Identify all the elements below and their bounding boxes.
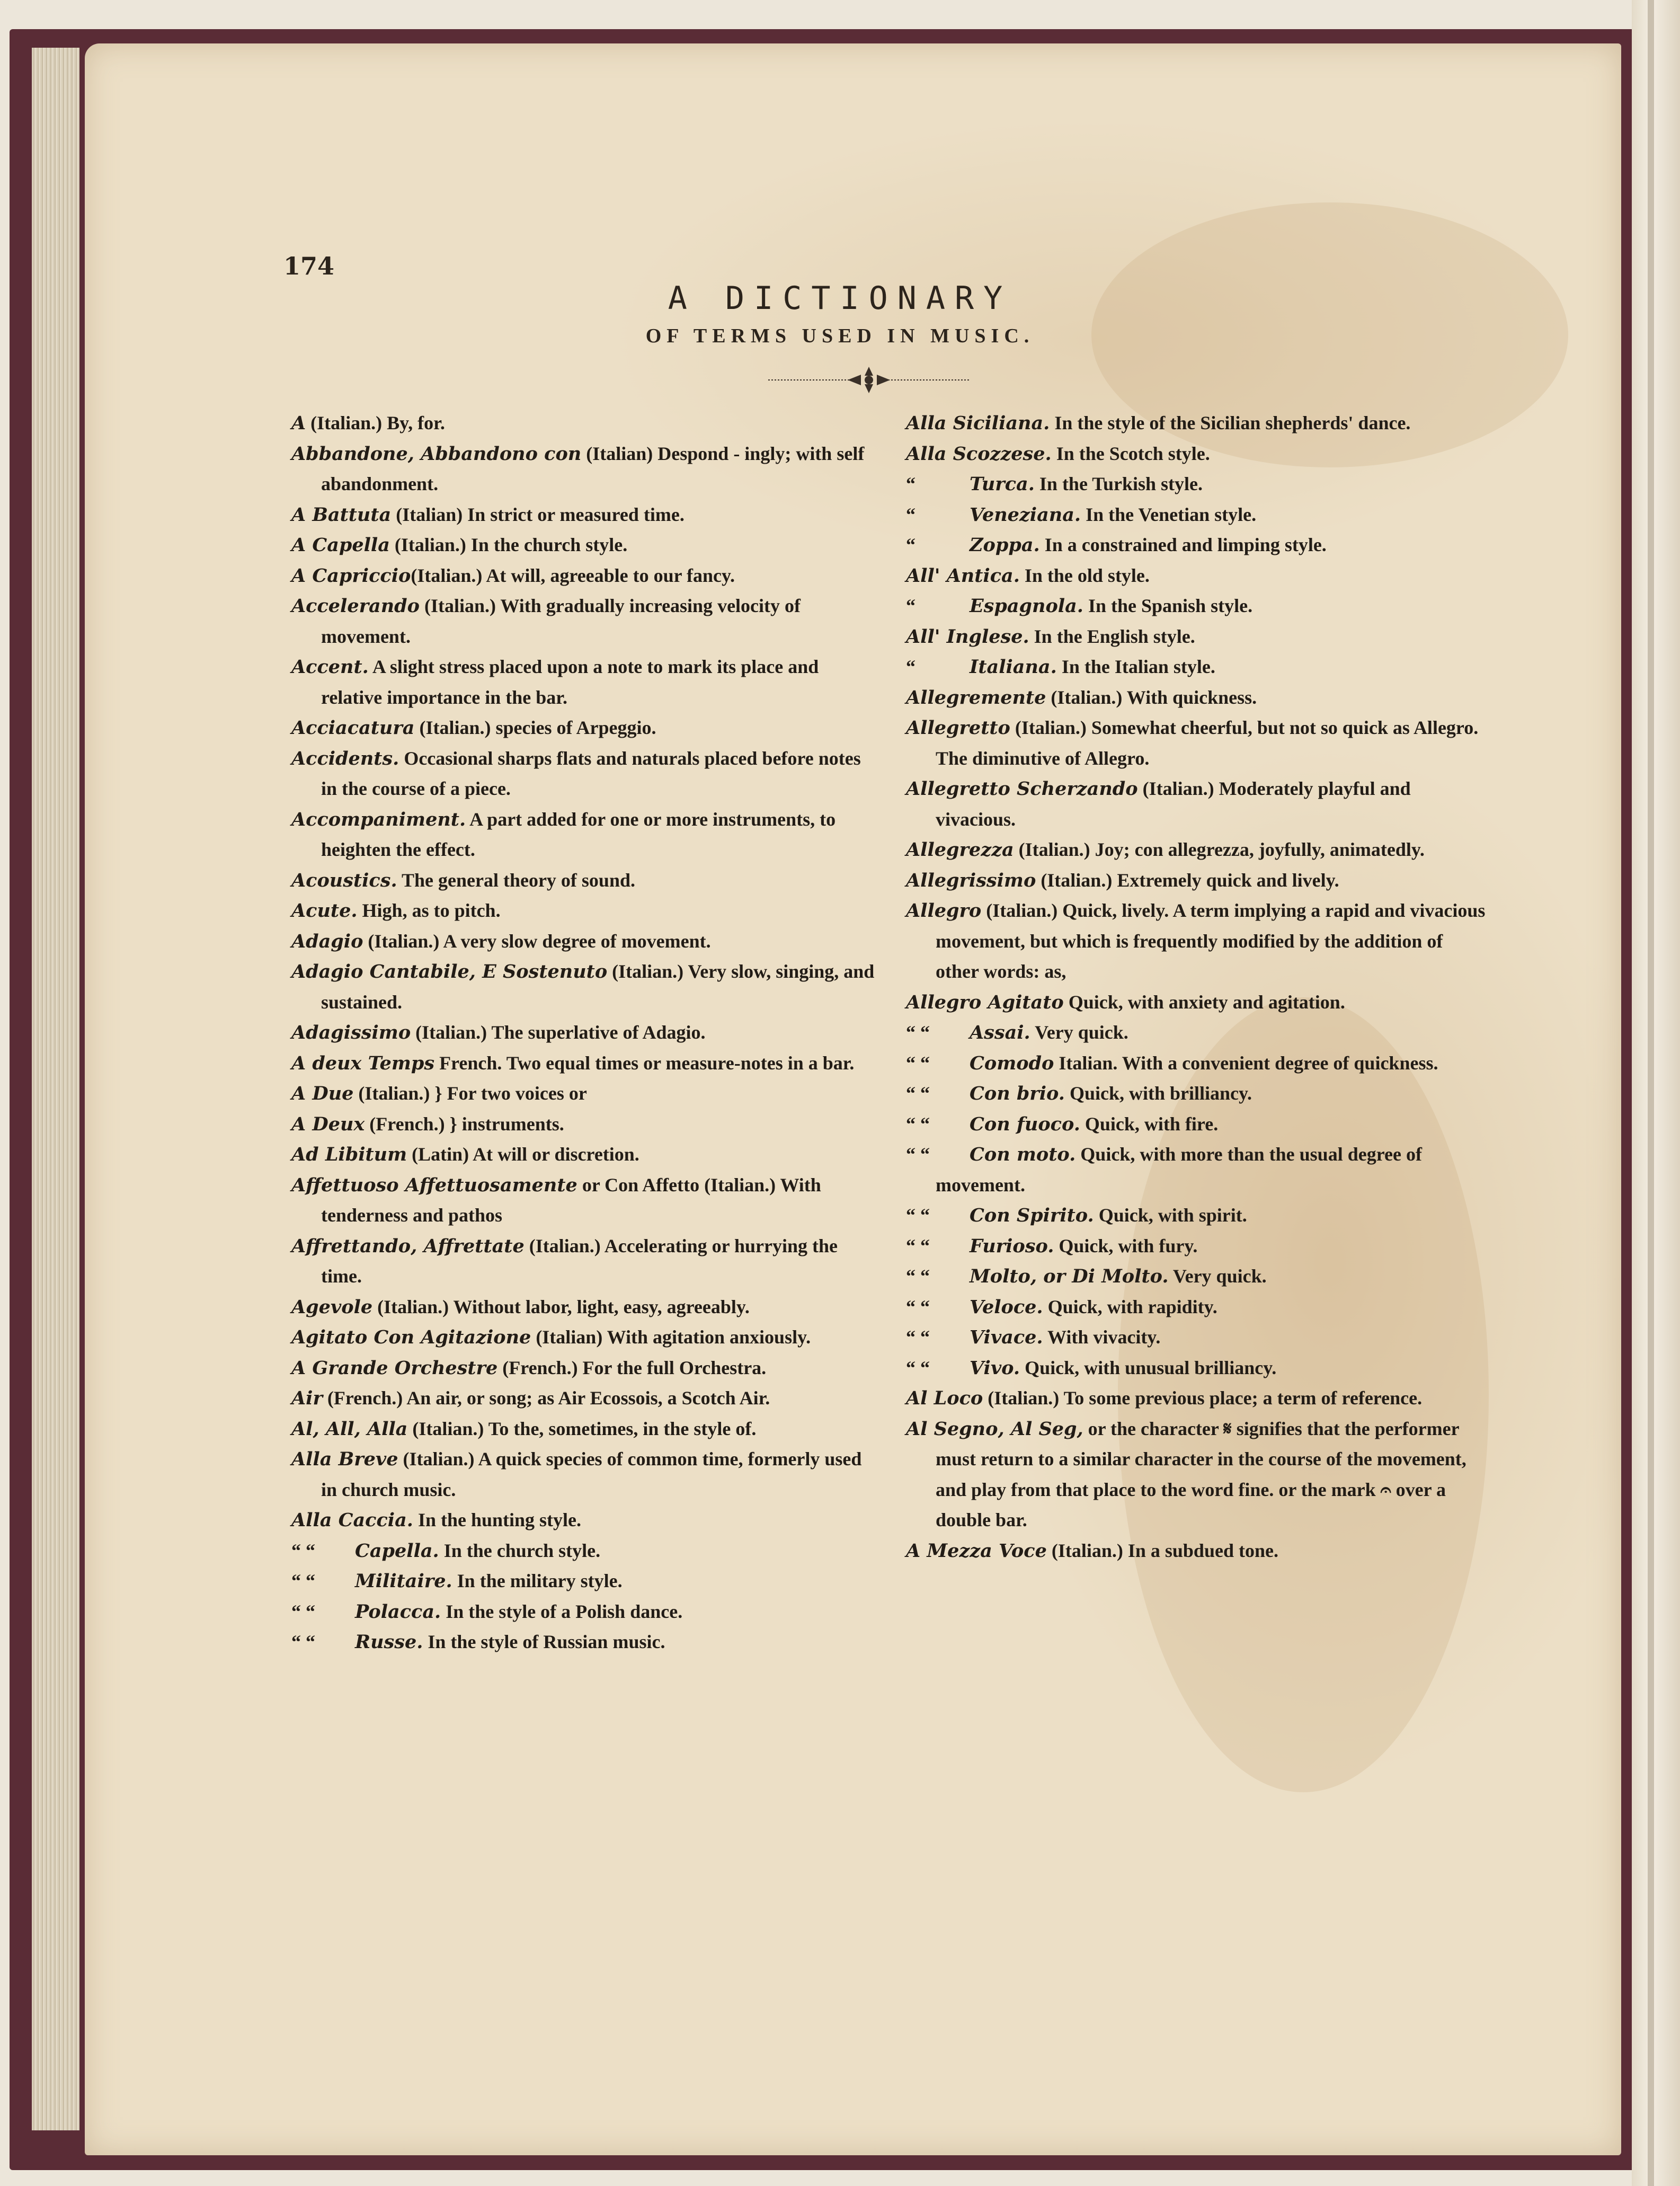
- entry-definition: (Italian) Despond - ingly; with self abandonment.: [321, 442, 865, 494]
- dictionary-entry: [906, 896, 1489, 987]
- ditto-mark: “ “: [906, 1265, 930, 1287]
- entry-definition: (French.) An air, or song; as Air Ecossois, a Scotch Air.: [322, 1387, 770, 1409]
- dictionary-entry: [291, 744, 879, 804]
- dictionary-entry: [906, 1078, 1489, 1109]
- entry-definition: Quick, with unusual brilliancy.: [1020, 1357, 1277, 1378]
- entry-definition: A part added for one or more instruments, to heighten the effect.: [321, 808, 836, 860]
- entry-definition: (Italian.) The superlative of Adagio.: [411, 1022, 706, 1043]
- entry-term: Adagissimo: [291, 1022, 411, 1043]
- entry-term: Alla Siciliana.: [906, 412, 1050, 434]
- dictionary-entry: [291, 926, 879, 957]
- left-column: [291, 408, 879, 1658]
- entry-term: Accelerando: [291, 595, 420, 617]
- entry-definition: French. Two equal times or measure-notes in a bar.: [434, 1052, 855, 1074]
- entry-definition: The general theory of sound.: [397, 869, 635, 891]
- dictionary-entry: [906, 1414, 1489, 1536]
- entry-definition: In the military style.: [452, 1570, 623, 1591]
- dictionary-entry: [291, 896, 879, 926]
- entry-definition: (Italian.) A very slow degree of movement.: [363, 930, 711, 952]
- dictionary-entry: [291, 1170, 879, 1231]
- entry-term: Ad Libitum: [291, 1144, 407, 1165]
- entry-definition: Quick, with more than the usual degree of movement.: [936, 1144, 1422, 1196]
- entry-definition: (Italian.) Joy; con allegrezza, joyfully, animatedly.: [1014, 839, 1425, 860]
- entry-term: Accent.: [291, 656, 369, 678]
- entry-definition: In the style of a Polish dance.: [441, 1600, 683, 1622]
- entry-definition: (Italian.) Moderately playful and vivacious.: [936, 778, 1411, 830]
- ditto-mark: “: [906, 503, 915, 525]
- entry-term: Al Segno, Al Seg,: [906, 1418, 1083, 1440]
- ditto-mark: “ “: [906, 1326, 930, 1348]
- ditto-mark: “: [906, 473, 915, 494]
- ditto-mark: “ “: [291, 1539, 315, 1561]
- dictionary-entry: [906, 591, 1489, 622]
- entry-term: Allegretto Scherzando: [906, 778, 1138, 800]
- entry-term: Acute.: [291, 900, 358, 922]
- entry-term: Acciacatura: [291, 717, 415, 739]
- ditto-mark: “ “: [291, 1631, 315, 1652]
- dictionary-entry: [906, 713, 1489, 774]
- entry-term: Vivo.: [970, 1357, 1020, 1379]
- entry-definition: (Italian.) species of Arpeggio.: [414, 717, 656, 738]
- entry-definition: (Italian.) To the, sometimes, in the style of.: [407, 1418, 757, 1439]
- page-stack-edge: [32, 48, 79, 2130]
- entry-definition: In the church style.: [439, 1539, 601, 1561]
- right-column: [906, 408, 1489, 1566]
- entry-term: Al, All, Alla: [291, 1418, 408, 1440]
- ditto-mark: “ “: [906, 1296, 930, 1317]
- dictionary-entry: [906, 1261, 1489, 1292]
- entry-definition: Quick, with spirit.: [1094, 1205, 1247, 1226]
- entry-definition: In the Scotch style.: [1051, 442, 1210, 464]
- dictionary-entry: [906, 439, 1489, 470]
- dictionary-entry: [906, 987, 1489, 1018]
- entry-definition: (Italian.) Accelerating or hurrying the time.: [321, 1235, 838, 1287]
- page-title: A DICTIONARY: [668, 280, 1012, 317]
- dictionary-entry: [291, 713, 879, 744]
- entry-term: Accompaniment.: [291, 808, 466, 830]
- entry-definition: (Italian.) Without labor, light, easy, agreeably.: [372, 1296, 750, 1317]
- dictionary-entry: [291, 1505, 879, 1536]
- entry-definition: In the English style.: [1029, 625, 1195, 647]
- entry-definition: In the Venetian style.: [1081, 503, 1257, 525]
- dictionary-entry: [291, 957, 879, 1017]
- entry-term: Capella.: [355, 1539, 439, 1562]
- dictionary-entry: [906, 500, 1489, 530]
- dictionary-entry: [291, 1353, 879, 1384]
- dictionary-entry: [291, 1139, 879, 1170]
- entry-definition: In the style of the Sicilian shepherds' dance.: [1050, 412, 1411, 433]
- dictionary-entry: [906, 652, 1489, 683]
- dictionary-entry: [291, 1597, 879, 1627]
- dictionary-entry: [291, 1414, 879, 1445]
- entry-term: Militaire.: [355, 1570, 452, 1592]
- dictionary-entry: [906, 530, 1489, 561]
- entry-definition: (Italian.) Somewhat cheerful, but not so quick as Allegro. The diminutive of Allegro.: [936, 717, 1479, 769]
- ditto-mark: “ “: [291, 1600, 315, 1622]
- entry-definition: In the Spanish style.: [1083, 595, 1253, 616]
- ditto-mark: “: [906, 656, 915, 677]
- dictionary-entry: [906, 622, 1489, 652]
- entry-term: Assai.: [970, 1022, 1030, 1043]
- entry-term: Turca.: [970, 473, 1035, 495]
- entry-term: Zoppa.: [970, 534, 1040, 556]
- dictionary-entry: [291, 1017, 879, 1048]
- dictionary-entry: [291, 561, 879, 591]
- entry-definition: (Italian.) With gradually increasing velocity of movement.: [321, 595, 801, 647]
- entry-term: A Mezza Voce: [906, 1539, 1047, 1562]
- ditto-mark: “: [906, 595, 915, 616]
- dictionary-entry: [291, 1566, 879, 1597]
- entry-term: Affrettando, Affrettate: [291, 1235, 525, 1257]
- entry-term: All' Inglese.: [906, 625, 1029, 648]
- ditto-mark: “ “: [291, 1570, 315, 1591]
- entry-definition: In the hunting style.: [413, 1509, 582, 1530]
- entry-term: Russe.: [355, 1631, 423, 1653]
- ditto-mark: “: [906, 534, 915, 555]
- entry-definition: In the old style.: [1019, 564, 1150, 586]
- entry-definition: (Italian.) Extremely quick and lively.: [1036, 869, 1339, 891]
- entry-term: Al Loco: [906, 1387, 983, 1409]
- entry-term: A deux Temps: [291, 1052, 435, 1074]
- entry-term: Acoustics.: [291, 869, 397, 891]
- entry-term: A Grande Orchestre: [291, 1357, 498, 1379]
- entry-definition: Very quick.: [1168, 1265, 1267, 1287]
- entry-term: Agevole: [291, 1296, 373, 1318]
- entry-term: Espagnola.: [970, 595, 1083, 617]
- dictionary-entry: [906, 1353, 1489, 1384]
- entry-definition: (French.) For the full Orchestra.: [497, 1357, 767, 1378]
- entry-term: Furioso.: [970, 1235, 1054, 1257]
- entry-term: Accidents.: [291, 747, 399, 769]
- entry-definition: Italian. With a convenient degree of quickness.: [1054, 1052, 1438, 1074]
- entry-term: Air: [291, 1387, 323, 1409]
- dictionary-entry: [906, 835, 1489, 865]
- entry-term: Adagio: [291, 930, 363, 952]
- ditto-mark: “ “: [906, 1144, 930, 1165]
- page-number: 174: [283, 252, 335, 280]
- entry-term: Allegro: [906, 900, 982, 922]
- entry-term: Alla Caccia.: [291, 1509, 413, 1531]
- ditto-mark: “ “: [906, 1235, 930, 1256]
- entry-definition: A slight stress placed upon a note to mark its place and relative importance in the bar.: [321, 656, 819, 708]
- entry-definition: Quick, with brilliancy.: [1064, 1083, 1252, 1104]
- entry-definition: High, as to pitch.: [357, 900, 501, 921]
- ditto-mark: “ “: [906, 1022, 930, 1043]
- entry-definition: (Italian.) In the church style.: [389, 534, 628, 555]
- entry-definition: (Italian.) With quickness.: [1046, 686, 1257, 708]
- entry-term: Allegremente: [906, 686, 1046, 709]
- ditto-mark: “ “: [906, 1357, 930, 1378]
- entry-term: Affettuoso Affettuosamente: [291, 1174, 577, 1196]
- entry-definition: (French.) } instruments.: [365, 1113, 564, 1135]
- entry-definition: (Italian.) } For two voices or: [353, 1083, 587, 1104]
- entry-term: Allegrissimo: [906, 869, 1036, 891]
- dictionary-entry: [291, 408, 879, 439]
- entry-term: All' Antica.: [906, 564, 1020, 587]
- entry-definition: (Italian.) By, for.: [306, 412, 445, 433]
- ornament-divider: [768, 361, 970, 399]
- entry-definition: Quick, with fury.: [1054, 1235, 1198, 1256]
- entry-definition: Quick, with rapidity.: [1043, 1296, 1217, 1317]
- dictionary-entry: [291, 1322, 879, 1353]
- entry-definition: In the Italian style.: [1056, 656, 1215, 677]
- entry-definition: (Italian.) Quick, lively. A term implying a rapid and vivacious movement, but which is frequently modified by the addition of other words: as,: [936, 900, 1486, 982]
- dictionary-entry: [291, 530, 879, 561]
- dictionary-entry: [291, 865, 879, 896]
- dictionary-entry: [291, 1048, 879, 1079]
- entry-definition: With vivacity.: [1043, 1326, 1161, 1348]
- entry-term: Alla Scozzese.: [906, 442, 1052, 465]
- entry-definition: (Italian.) Very slow, singing, and sustained.: [321, 961, 875, 1013]
- entry-term: Allegrezza: [906, 839, 1014, 861]
- ditto-mark: “ “: [906, 1083, 930, 1104]
- entry-definition: (Italian) In strict or measured time.: [391, 503, 685, 525]
- entry-definition: Quick, with fire.: [1080, 1113, 1219, 1135]
- entry-term: Con moto.: [970, 1144, 1076, 1165]
- entry-term: Con fuoco.: [970, 1113, 1080, 1135]
- entry-term: A Capriccio: [291, 564, 411, 587]
- dictionary-entry: [906, 1322, 1489, 1353]
- dictionary-entry: [906, 408, 1489, 439]
- dictionary-entry: [906, 774, 1489, 835]
- entry-definition: or the character 𝄋 signifies that the performer must return to a similar character in the course of the movement, and play from that place to the word fine. or the mark 𝄐 over a double bar.: [936, 1418, 1466, 1530]
- entry-term: Vivace.: [970, 1326, 1043, 1348]
- dictionary-entry: [906, 1292, 1489, 1323]
- dictionary-entry: [906, 1383, 1489, 1414]
- entry-definition: Quick, with anxiety and agitation.: [1063, 991, 1345, 1013]
- dictionary-entry: [291, 1444, 879, 1505]
- dictionary-entry: [291, 591, 879, 652]
- entry-term: Alla Breve: [291, 1448, 398, 1470]
- dictionary-entry: [906, 1200, 1489, 1231]
- entry-term: Veloce.: [970, 1296, 1043, 1318]
- entry-definition: (Italian) With agitation anxiously.: [531, 1326, 811, 1348]
- entry-term: A Capella: [291, 534, 390, 556]
- entry-definition: (Italian.) In a subdued tone.: [1046, 1539, 1278, 1561]
- entry-term: Agitato Con Agitazione: [291, 1326, 531, 1348]
- ditto-mark: “ “: [906, 1205, 930, 1226]
- dictionary-entry: [906, 561, 1489, 591]
- dictionary-entry: [906, 1231, 1489, 1262]
- dictionary-entry: [906, 1139, 1489, 1200]
- entry-term: A Due: [291, 1083, 354, 1104]
- entry-definition: Very quick.: [1030, 1022, 1128, 1043]
- dictionary-entry: [906, 1048, 1489, 1079]
- entry-term: A Deux: [291, 1113, 365, 1135]
- dictionary-entry: [291, 1627, 879, 1658]
- dictionary-entry: [291, 1109, 879, 1140]
- entry-definition: (Italian.) A quick species of common time, formerly used in church music.: [321, 1448, 862, 1500]
- dictionary-entry: [291, 500, 879, 530]
- entry-definition: (Latin) At will or discretion.: [407, 1144, 639, 1165]
- entry-definition: In the style of Russian music.: [423, 1631, 665, 1652]
- entry-term: Veneziana.: [970, 503, 1081, 526]
- entry-definition: In the Turkish style.: [1034, 473, 1203, 494]
- dictionary-entry: [291, 652, 879, 713]
- dictionary-entry: [906, 1536, 1489, 1567]
- dictionary-entry: [906, 1109, 1489, 1140]
- page-subtitle: OF TERMS USED IN MUSIC.: [645, 325, 1035, 347]
- ditto-mark: “ “: [906, 1113, 930, 1135]
- entry-term: A: [291, 412, 306, 434]
- dictionary-entry: [291, 1383, 879, 1414]
- dictionary-entry: [906, 469, 1489, 500]
- entry-term: Comodo: [970, 1052, 1054, 1074]
- dictionary-entry: [291, 1231, 879, 1292]
- entry-term: Italiana.: [970, 656, 1057, 678]
- entry-term: Abbandone, Abbandono con: [291, 442, 582, 465]
- entry-definition: In a constrained and limping style.: [1039, 534, 1327, 555]
- dictionary-entry: [291, 1078, 879, 1109]
- entry-definition: Occasional sharps flats and naturals placed before notes in the course of a piece.: [321, 747, 861, 799]
- ditto-mark: “ “: [906, 1052, 930, 1074]
- dictionary-entry: [291, 439, 879, 500]
- entry-term: Molto, or Di Molto.: [970, 1265, 1169, 1287]
- dictionary-entry: [906, 683, 1489, 713]
- entry-definition: or Con Affetto (Italian.) With tenderness and pathos: [321, 1174, 821, 1226]
- entry-definition: (Italian.) To some previous place; a term of reference.: [983, 1387, 1423, 1409]
- dictionary-entry: [906, 1017, 1489, 1048]
- dictionary-entry: [906, 865, 1489, 896]
- entry-term: Con brio.: [970, 1083, 1065, 1104]
- entry-term: Polacca.: [355, 1600, 441, 1623]
- entry-term: Allegro Agitato: [906, 991, 1064, 1013]
- dictionary-entry: [291, 1292, 879, 1323]
- entry-term: Con Spirito.: [970, 1205, 1094, 1226]
- entry-term: A Battuta: [291, 503, 392, 526]
- entry-term: Allegretto: [906, 717, 1010, 739]
- entry-definition: (Italian.) At will, agreeable to our fancy.: [411, 564, 735, 586]
- dictionary-entry: [291, 804, 879, 865]
- entry-term: Adagio Cantabile, E Sostenuto: [291, 961, 608, 983]
- dictionary-entry: [291, 1536, 879, 1567]
